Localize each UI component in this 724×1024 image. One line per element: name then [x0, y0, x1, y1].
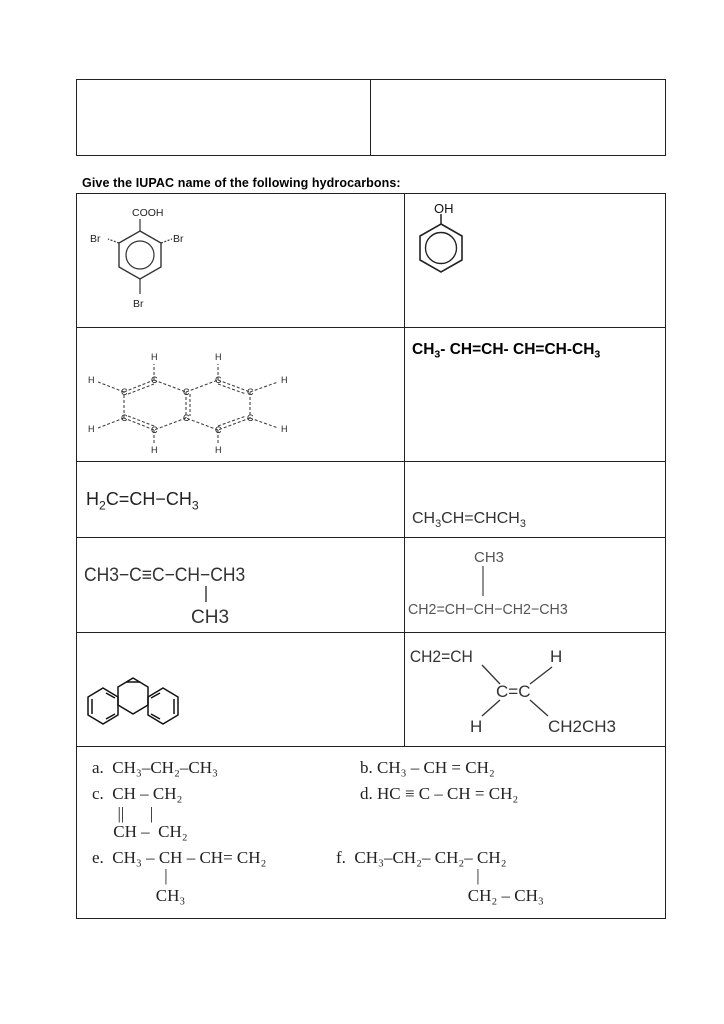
c-atom-label: C [121, 387, 128, 397]
h-atom-label: H [151, 352, 158, 362]
branch-text: CH3 [191, 607, 230, 628]
ethyl-group-text: CH2CH3 [548, 717, 617, 736]
h-atom-label: H [215, 352, 222, 362]
c-atom-label: C [151, 425, 158, 435]
double-bond-text: C=C [496, 682, 531, 701]
h-atom-label: H [88, 424, 95, 434]
main-chain-text: CH2=CH−CH−CH2−CH3 [408, 601, 568, 619]
table-row-divider-1 [76, 327, 666, 328]
butene-formula: $CH_3CH=CHCH_3$ [412, 510, 526, 530]
c-atom-label: C [151, 375, 158, 385]
compound-c-line3: CH – CH₂ [92, 822, 188, 841]
propene-formula: $H_2C=CH-CH_3$ [86, 489, 199, 513]
c-atom-label: C [247, 413, 254, 423]
h-atom-label: H [88, 375, 95, 385]
compound-e-line2: | [92, 866, 168, 885]
c-atom-label: C [183, 413, 190, 423]
h-atom-label: H [281, 424, 288, 434]
phenol-structure [410, 200, 480, 285]
table-row-divider-3 [76, 537, 666, 538]
cooh-label: COOH [132, 207, 164, 219]
compound-f-line2: | [336, 866, 480, 885]
compound-a: a. CH₃–CH₂–CH₃ [92, 758, 218, 777]
h-top-text: H [550, 647, 563, 666]
branch-text: CH3 [474, 549, 505, 566]
compound-d: d. HC ≡ C – CH = CH₂ [360, 784, 519, 803]
header-table [76, 79, 666, 156]
oh-label: OH [434, 201, 454, 216]
compound-c-line2: || | [92, 804, 154, 823]
c-atom-label: C [247, 387, 254, 397]
instruction-text: Give the IUPAC name of the following hydrocarbons: [82, 176, 401, 190]
tribromobenzoic-acid-structure [84, 204, 204, 316]
methylpentene-structure [408, 544, 578, 628]
phenanthrene-structure [82, 668, 186, 738]
br-left-label: Br [90, 233, 101, 245]
vinyl-group-text: CH2=CH [409, 647, 473, 667]
h-atom-label: H [151, 445, 158, 455]
compound-f-line3: CH₂ – CH₃ [336, 886, 544, 905]
br-right-label: Br [173, 233, 184, 245]
h-bottom-text: H [470, 717, 483, 736]
compound-e-line3: CH₃ [92, 886, 186, 905]
c-atom-label: C [215, 375, 222, 385]
compound-c-line1: c. CH – CH₂ [92, 784, 183, 803]
compound-b: b. CH₃ – CH = CH₂ [360, 758, 495, 777]
c-atom-label: C [215, 425, 222, 435]
header-table-divider [370, 79, 371, 156]
hexadiene-formula: $CH_3-$ CH=CH- $CH=CH-CH_3$ [412, 341, 601, 361]
table-column-divider [404, 193, 405, 747]
br-bottom-label: Br [133, 298, 144, 310]
main-chain-text: CH3−C≡C−CH−CH3 [84, 563, 246, 586]
h-atom-label: H [215, 445, 222, 455]
table-row-divider-4 [76, 632, 666, 633]
compound-e-line1: e. CH₃ – CH – CH= CH₂ [92, 848, 267, 867]
compound-f-line1: f. CH₃–CH₂– CH₂– CH₂ [336, 848, 507, 867]
methylpentyne-structure [84, 556, 284, 628]
hexadiene-skeletal-structure [408, 640, 617, 740]
table-row-divider-5 [76, 746, 666, 747]
h-atom-label: H [281, 375, 288, 385]
naphthalene-structure [84, 350, 294, 458]
c-atom-label: C [121, 413, 128, 423]
c-atom-label: C [183, 387, 190, 397]
table-row-divider-2 [76, 461, 666, 462]
